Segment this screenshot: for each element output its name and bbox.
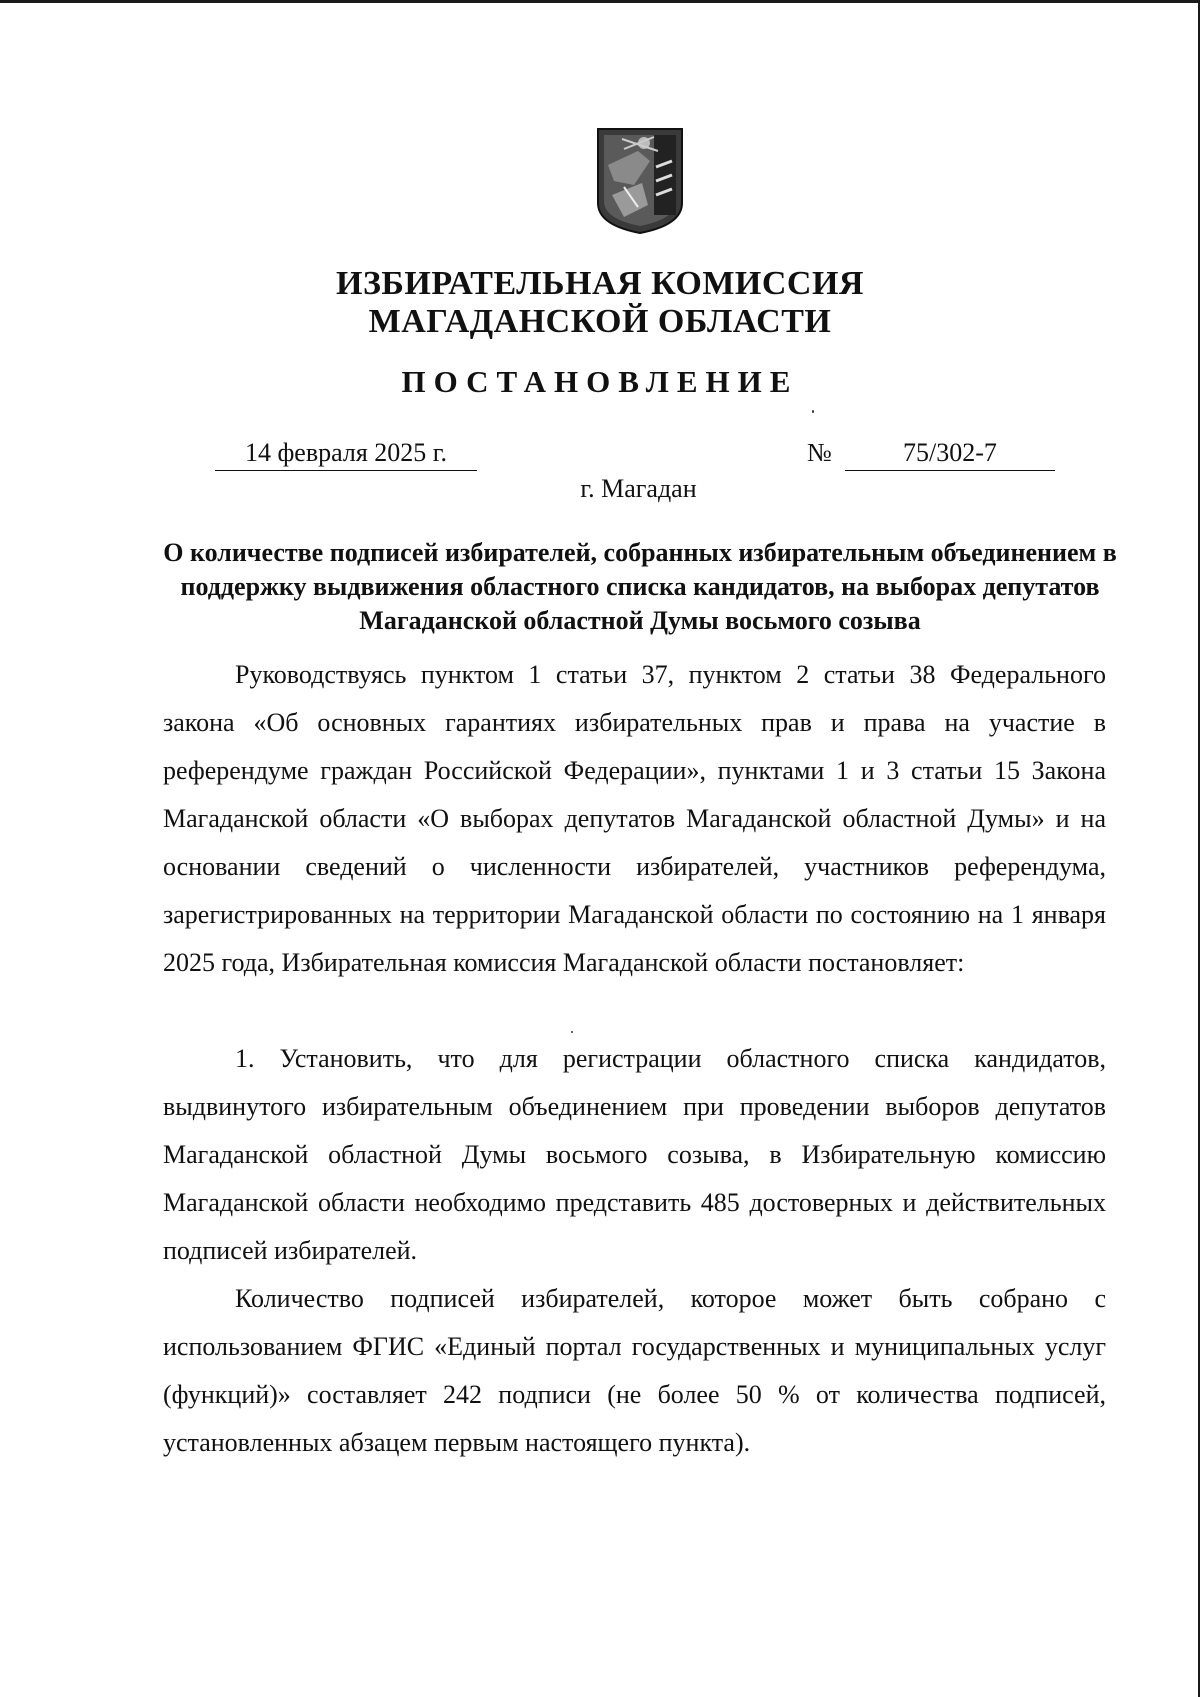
document-date: 14 февраля 2025 г. — [215, 436, 477, 471]
document-subject: О количестве подписей избирателей, собранных избирательным объединением в поддержку выдвижения областного списка кандидатов, на выборах депутатов Магаданской областной Думы восьмого созыва — [163, 538, 1117, 635]
document-type: ПОСТАНОВЛЕНИЕ — [401, 364, 799, 399]
body-paragraph-3: Количество подписей избирателей, которое может быть собрано с использованием ФГИС «Единый портал государственных и муниципальных услуг (функций)» составляет 242 подписи (не более 50 % от количества подписей, установленных абзацем первым настоящего пункта). — [163, 1284, 1106, 1457]
body-paragraph-1: Руководствуясь пунктом 1 статьи 37, пунктом 2 статьи 38 Федерального закона «Об основных гарантиях избирательных прав и права на участие в референдуме граждан Российской Федерации», пунктами 1 и 3 статьи 15 Закона Магаданской области «О выборах депутатов Магаданской областной Думы» и на основании сведений о численности избирателей, участников референдума, зарегистрированных на территории Магаданской области по состоянию на 1 января 2025 года, Избирательная комиссия Магаданской области постановляет: — [163, 660, 1106, 977]
org-name-line1: ИЗБИРАТЕЛЬНАЯ КОМИССИЯ — [336, 265, 864, 302]
document-city: г. Магадан — [580, 474, 697, 503]
scan-speck — [812, 410, 814, 413]
scan-top-edge — [0, 0, 1200, 3]
document-number: 75/302-7 — [845, 436, 1055, 471]
body-paragraph-2: 1. Установить, что для регистрации областного списка кандидатов, выдвинутого избирательным объединением при проведении выборов депутатов Магаданской областной Думы восьмого созыва, в Избирательную комиссию Магаданской области необходимо представить 485 достоверных и действительных подписей избирателей. — [163, 1044, 1106, 1265]
org-name-line2: МАГАДАНСКОЙ ОБЛАСТИ — [368, 303, 832, 340]
date-number-row — [0, 436, 1200, 476]
number-sign: № — [807, 438, 832, 467]
magadan-coat-of-arms-icon — [594, 125, 686, 235]
scan-speck — [571, 1031, 573, 1033]
